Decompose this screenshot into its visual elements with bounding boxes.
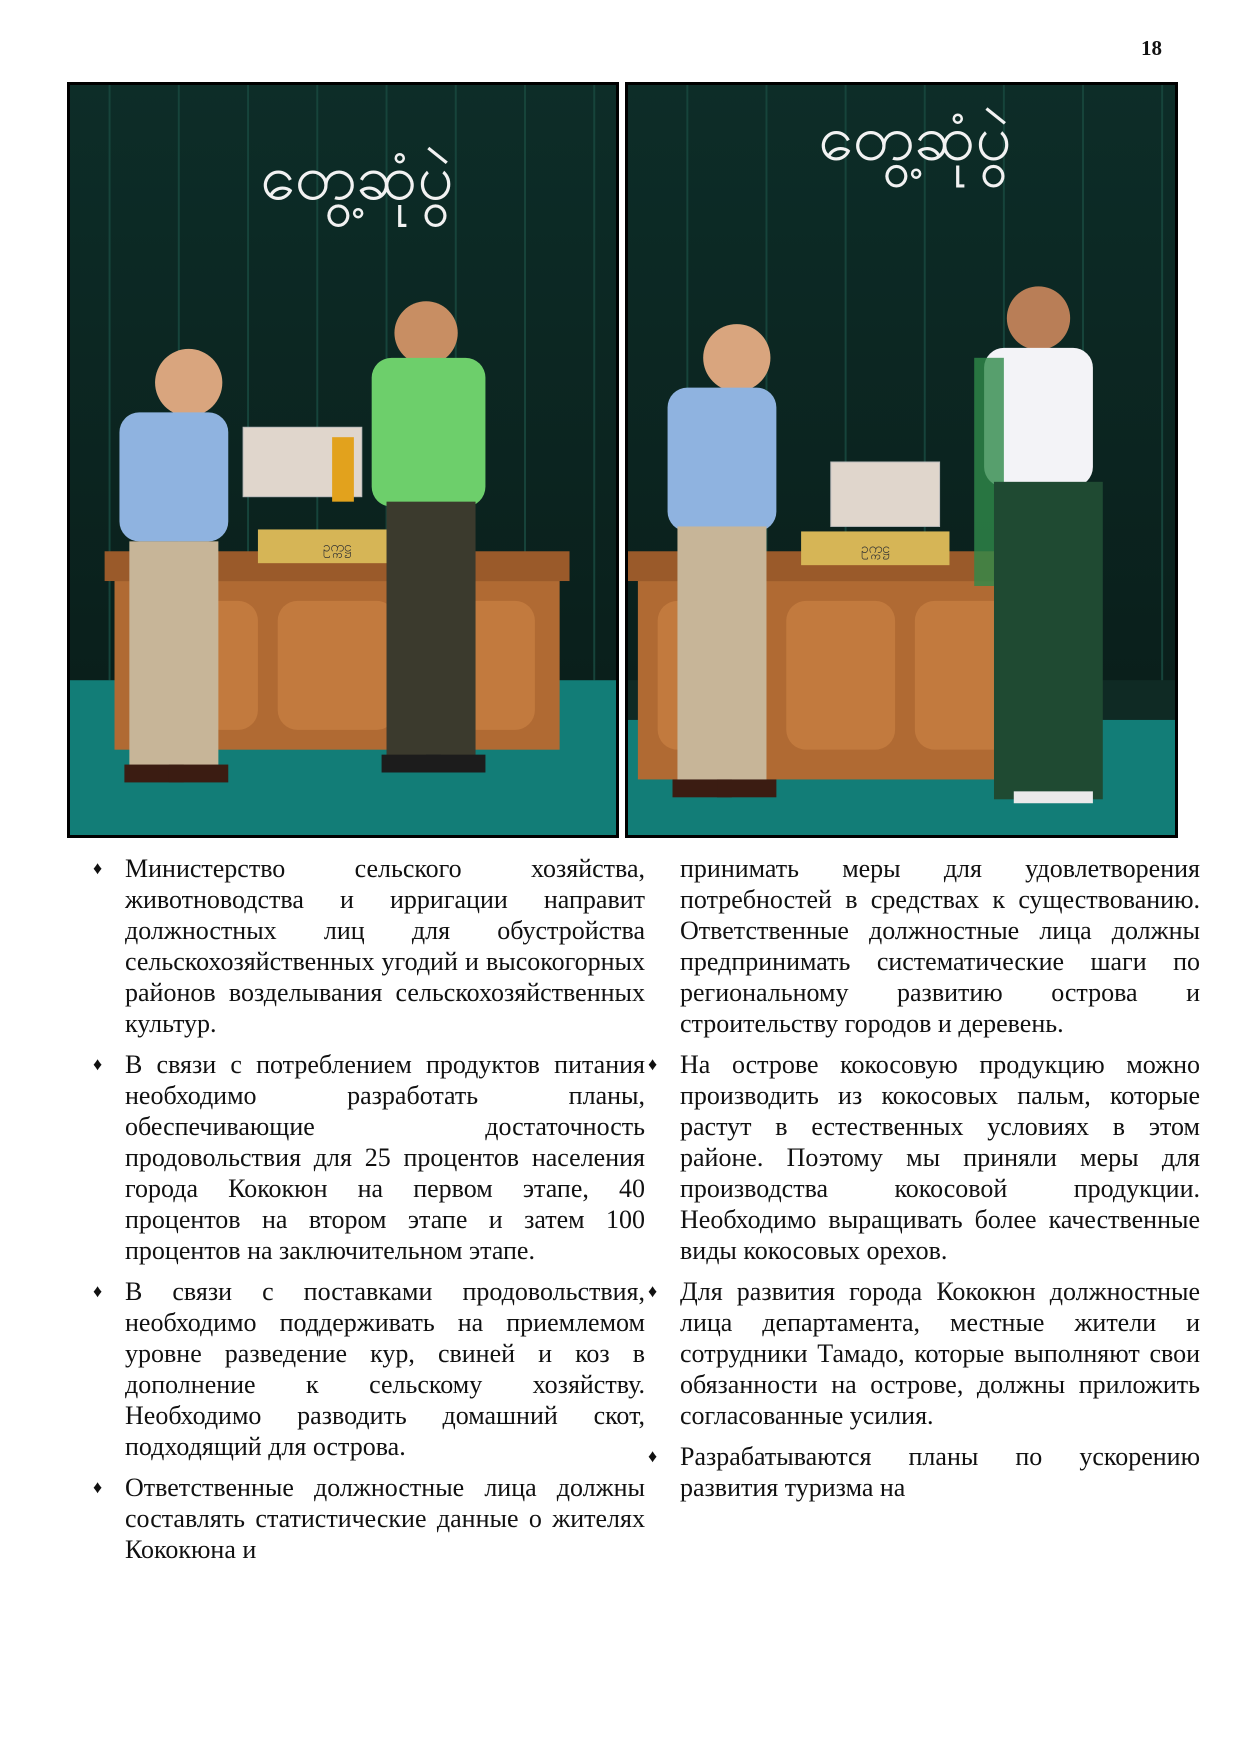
svg-text:ဥက္ကဋ္ဌ: ဥက္ကဋ္ဌ: [860, 541, 890, 558]
list-item: [85, 1049, 645, 1266]
list-item: [85, 1472, 645, 1565]
list-item-continuation: [640, 853, 1200, 1039]
bullet-icon: ♦: [93, 1281, 103, 1301]
list-item-text: Для развития города Кококюн должностные лица департамента, местные жители и сотрудники Тамадо, которые выполняют свои обязанности на острове, должны приложить согласованные усилия.: [680, 1277, 1200, 1430]
left-text-column: [85, 853, 645, 1575]
banner-text: တွေ့ဆုံပွဲ: [260, 140, 454, 215]
list-item: [640, 1276, 1200, 1431]
photo-gift-handover-man: [67, 82, 619, 838]
bullet-icon: ♦: [93, 1054, 103, 1074]
svg-text:ဥက္ကဋ္ဌ: ဥက္ကဋ္ဌ: [322, 539, 352, 556]
bullet-icon: ♦: [648, 1054, 658, 1074]
list-item: [640, 1441, 1200, 1503]
bullet-icon: ♦: [93, 858, 103, 878]
list-item-text: На острове кокосовую продукцию можно производить из кокосовых пальм, которые растут в естественных условиях в этом районе. Поэтому мы приняли меры для производства кокосовой продукции. Необходимо выращивать более качественные виды кокосовых орехов.: [680, 1050, 1200, 1265]
photo-gift-handover-woman: [625, 82, 1178, 838]
list-item: [85, 853, 645, 1039]
bullet-icon: ♦: [93, 1477, 103, 1497]
list-item-text: В связи с поставками продовольствия, необходимо поддерживать на приемлемом уровне разведение кур, свиней и коз в дополнение к сельскому хозяйству. Необходимо разводить домашний скот, подходящий для острова.: [125, 1277, 645, 1461]
list-item-text: принимать меры для удовлетворения потребностей в средствах к существованию. Ответственные должностные лица должны предпринимать систематические шаги по региональному развитию острова и строительству городов и деревень.: [680, 854, 1200, 1038]
list-item-text: В связи с потреблением продуктов питания необходимо разработать планы, обеспечивающие достаточность продовольствия для 25 процентов населения города Кококюн на первом этапе, 40 процентов на втором этапе и затем 100 процентов на заключительном этапе.: [125, 1050, 645, 1265]
bullet-icon: ♦: [648, 1281, 658, 1301]
list-item-text: Министерство сельского хозяйства, животноводства и ирригации направит должностных лиц для обустройства сельскохозяйственных угодий и высокогорных районов возделывания сельскохозяйственных культур.: [125, 854, 645, 1038]
list-item-text: Ответственные должностные лица должны составлять статистические данные о жителях Кококюна и: [125, 1473, 645, 1564]
page-number: 18: [1141, 36, 1162, 60]
right-text-column: [640, 853, 1200, 1513]
bullet-icon: ♦: [648, 1446, 658, 1466]
list-item: [640, 1049, 1200, 1266]
banner-text: တွေ့ဆုံပွဲ: [818, 100, 1012, 175]
list-item-text: Разрабатываются планы по ускорению развития туризма на: [680, 1442, 1200, 1502]
list-item: [85, 1276, 645, 1462]
